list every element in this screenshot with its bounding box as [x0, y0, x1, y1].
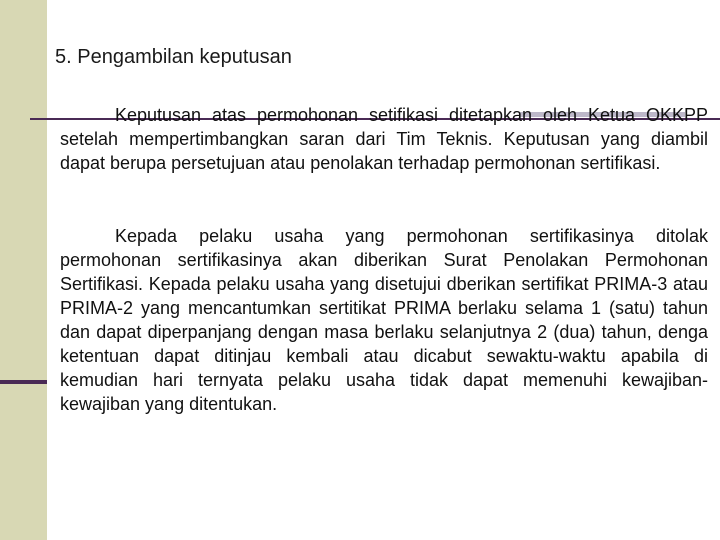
left-decorative-bar	[0, 0, 47, 540]
paragraph-decision: Keputusan atas permohonan setifikasi ditetapkan oleh Ketua OKKPP setelah mempertimbangkan saran dari Tim Teknis. Keputusan yang diambil dapat berupa persetujuan atau penolakan terhadap permohonan sertifikasi.	[60, 105, 708, 173]
paragraph-outcome: Kepada pelaku usaha yang permohonan sertifikasinya ditolak permohonan sertifikasinya akan diberikan Surat Penolakan Permohonan Sertifikasi. Kepada pelaku usaha yang disetujui dberikan sertifikat PRIMA-3 atau PRIMA-2 yang mencantumkan sertitikat PRIMA berlaku selama 1 (satu) tahun dan dapat diperpanjang dengan masa berlaku selanjutnya 2 (dua) tahun, denga ketentuan dapat ditinjau kembali atau dicabut sewaktu-waktu apabila di kemudian hari ternyata pelaku usaha tidak dapat memenuhi kewajiban-kewajiban yang ditentukan.	[60, 226, 708, 414]
left-accent-line	[0, 380, 47, 384]
slide-title: 5. Pengambilan keputusan	[55, 46, 292, 68]
